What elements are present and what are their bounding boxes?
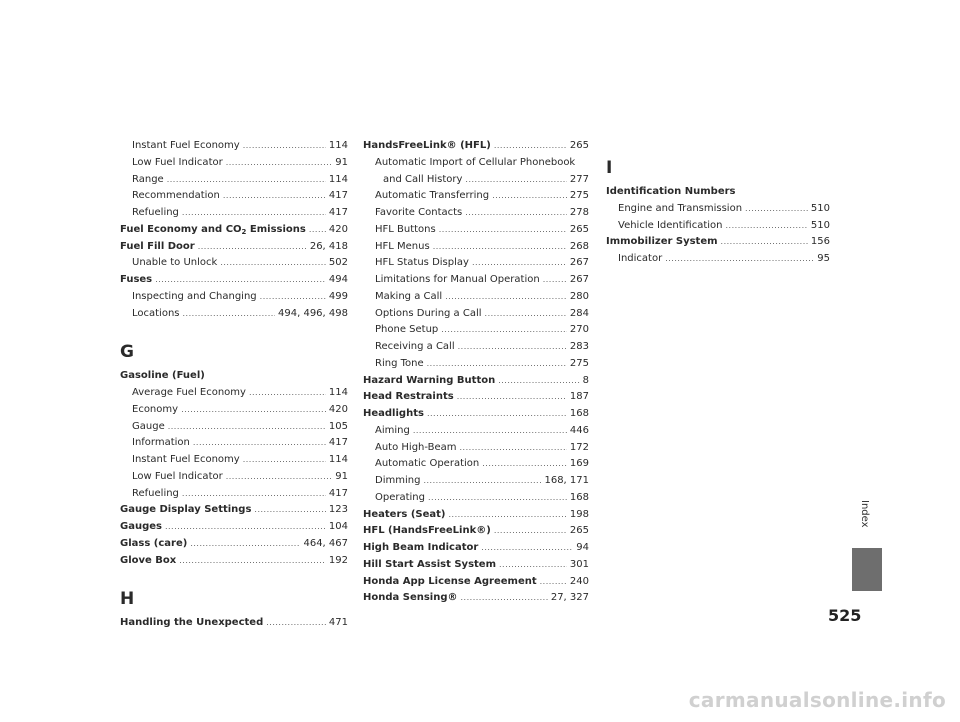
entry-text-main: Low Fuel Indicator xyxy=(132,156,223,168)
dot-leader xyxy=(260,289,326,306)
dot-leader xyxy=(485,306,567,323)
entry-page-ref: 8 xyxy=(582,374,589,386)
index-sub-entry xyxy=(120,469,348,486)
index-main-entry xyxy=(120,502,348,519)
index-sub-entry xyxy=(363,473,589,490)
index-sub-entry xyxy=(363,356,589,373)
dot-leader xyxy=(458,339,567,356)
index-main-entry xyxy=(363,389,589,406)
dot-leader xyxy=(181,402,326,419)
index-main-entry xyxy=(120,553,348,570)
index-main-entry xyxy=(363,574,589,591)
entry-page-ref: 494, 496, 498 xyxy=(278,307,348,319)
entry-page-ref: 270 xyxy=(569,324,589,336)
entry-text-main: Making a Call xyxy=(375,290,443,302)
entry-text-main: Headlights xyxy=(363,408,424,419)
dot-leader xyxy=(460,440,567,457)
entry-text xyxy=(132,435,190,452)
dot-leader xyxy=(183,306,276,323)
entry-page-ref: 502 xyxy=(328,257,348,269)
index-sub-entry xyxy=(363,272,589,289)
entry-text xyxy=(375,490,425,507)
index-sub-entry xyxy=(120,155,348,172)
entry-page-ref: 114 xyxy=(328,454,348,465)
entry-page-ref: 91 xyxy=(335,470,348,482)
dot-leader xyxy=(243,138,326,155)
dot-leader xyxy=(721,234,808,251)
entry-text-main: Recommendation xyxy=(132,190,220,202)
dot-leader xyxy=(220,255,326,272)
entry-text-main: Automatic Import of Cellular Phonebook xyxy=(375,156,576,168)
entry-text xyxy=(375,255,469,272)
dot-leader xyxy=(165,519,326,536)
page-number: 525 xyxy=(828,606,862,625)
dot-leader xyxy=(182,486,326,503)
entry-text xyxy=(375,423,410,440)
entry-page-ref: 283 xyxy=(569,341,589,352)
entry-text xyxy=(375,289,442,306)
entry-text xyxy=(375,306,482,323)
entry-page-ref: 268 xyxy=(569,240,589,252)
dot-leader xyxy=(481,540,573,557)
dot-leader xyxy=(465,172,566,189)
entry-subscript: 2 xyxy=(241,227,247,236)
entry-text-main: Limitations for Manual Operation xyxy=(375,274,540,285)
dot-leader xyxy=(266,615,326,632)
index-sub-entry xyxy=(363,322,589,339)
entry-page-ref: 187 xyxy=(569,391,589,403)
entry-text xyxy=(363,557,496,574)
dot-leader xyxy=(543,272,567,289)
dot-leader xyxy=(726,218,808,235)
dot-leader xyxy=(168,419,326,436)
dot-leader xyxy=(457,389,567,406)
index-sub-entry xyxy=(606,218,830,235)
index-sub-entry xyxy=(363,339,589,356)
entry-page-ref: 168, 171 xyxy=(544,475,589,486)
index-sub-entry xyxy=(363,205,589,222)
entry-page-ref: 114 xyxy=(328,173,348,185)
entry-page-ref: 417 xyxy=(328,207,348,218)
entry-text xyxy=(606,234,718,251)
entry-text xyxy=(120,553,176,570)
entry-text-main: Low Fuel Indicator xyxy=(132,470,223,482)
entry-text xyxy=(375,356,424,373)
dot-leader xyxy=(482,456,567,473)
index-sub-entry xyxy=(120,452,348,469)
entry-page-ref: 275 xyxy=(569,190,589,202)
entry-page-ref: 420 xyxy=(328,223,348,235)
index-sub-entry xyxy=(120,435,348,452)
entry-page-ref: 169 xyxy=(569,458,589,470)
entry-text xyxy=(363,406,424,423)
index-sub-entry xyxy=(120,255,348,272)
entry-text-main: Operating xyxy=(375,491,425,503)
dot-leader xyxy=(226,469,333,486)
entry-page-ref: 277 xyxy=(569,173,589,185)
entry-text-main: Handling the Unexpected xyxy=(120,617,264,629)
entry-text-main: Favorite Contacts xyxy=(375,207,463,218)
entry-page-ref: 27, 327 xyxy=(550,592,589,604)
entry-text-main: Range xyxy=(132,173,164,185)
index-tab-marker xyxy=(852,548,882,591)
entry-text-main: Hazard Warning Button xyxy=(363,374,496,386)
entry-text xyxy=(132,138,240,155)
entry-page-ref: 26, 418 xyxy=(309,240,348,252)
entry-page-ref: 105 xyxy=(328,420,348,432)
entry-text xyxy=(375,272,540,289)
index-sub-entry xyxy=(120,172,348,189)
entry-text xyxy=(132,289,257,306)
entry-page-ref: 284 xyxy=(569,307,589,319)
entry-text-main: Options During a Call xyxy=(375,307,482,319)
entry-text-main: Receiving a Call xyxy=(375,341,455,352)
entry-text-main: Inspecting and Changing xyxy=(132,290,257,302)
entry-text xyxy=(363,574,537,591)
section-label: Index xyxy=(859,500,870,528)
entry-text xyxy=(132,469,223,486)
entry-text-main: Fuses xyxy=(120,274,153,285)
index-main-entry xyxy=(120,519,348,536)
entry-text-main: Aiming xyxy=(375,424,410,436)
entry-page-ref: 265 xyxy=(569,140,589,151)
entry-text xyxy=(120,615,263,632)
entry-text-main: Auto High-Beam xyxy=(375,441,457,453)
entry-text-main: Identification Numbers xyxy=(606,186,736,197)
entry-text-main: Phone Setup xyxy=(375,324,439,336)
dot-leader xyxy=(448,507,566,524)
entry-text xyxy=(375,473,420,490)
entry-text xyxy=(363,138,491,155)
index-main-entry xyxy=(363,523,589,540)
index-main-entry xyxy=(120,368,348,385)
index-letter-heading: G xyxy=(120,342,134,363)
entry-text-main: Locations xyxy=(132,307,180,319)
index-main-entry xyxy=(120,239,348,256)
entry-text xyxy=(132,172,164,189)
entry-text-main: Engine and Transmission xyxy=(618,202,743,214)
index-sub-entry xyxy=(606,201,830,218)
index-sub-entry xyxy=(120,306,348,323)
entry-text-main: and Call History xyxy=(383,173,463,185)
entry-page-ref: 240 xyxy=(569,575,589,587)
dot-leader xyxy=(492,188,567,205)
entry-page-ref: 156 xyxy=(810,236,830,248)
entry-text xyxy=(132,306,180,323)
entry-text-main: Honda Sensing® xyxy=(363,592,458,604)
dot-leader xyxy=(472,255,567,272)
entry-page-ref: 420 xyxy=(328,403,348,415)
entry-text xyxy=(132,419,165,436)
entry-text-main: Automatic Transferring xyxy=(375,190,490,202)
index-main-entry xyxy=(363,138,589,155)
dot-leader xyxy=(461,590,548,607)
dot-leader xyxy=(494,138,567,155)
entry-text xyxy=(375,205,462,222)
entry-page-ref: 123 xyxy=(328,504,348,516)
entry-page-ref: 192 xyxy=(328,554,348,566)
dot-leader xyxy=(190,536,300,553)
dot-leader xyxy=(254,502,326,519)
entry-text xyxy=(618,201,742,218)
index-sub-entry xyxy=(363,306,589,323)
entry-page-ref: 94 xyxy=(576,542,589,553)
entry-text xyxy=(120,536,187,553)
entry-text-main: Vehicle Identification xyxy=(618,219,723,231)
entry-page-ref: 510 xyxy=(810,202,830,214)
entry-text xyxy=(132,402,178,419)
dot-leader xyxy=(498,373,579,390)
entry-text-main: Head Restraints xyxy=(363,391,454,403)
entry-text-main: Honda App License Agreement xyxy=(363,575,537,587)
index-sub-entry xyxy=(363,289,589,306)
dot-leader xyxy=(423,473,541,490)
entry-text xyxy=(375,322,438,339)
index-main-entry xyxy=(363,373,589,390)
entry-text-main: Gasoline (Fuel) xyxy=(120,370,205,382)
entry-text-main: HFL Buttons xyxy=(375,223,436,235)
entry-text xyxy=(120,519,162,536)
watermark: carmanualsonline.info xyxy=(688,688,946,712)
entry-text-main: Unable to Unlock xyxy=(132,257,218,269)
index-sub-entry xyxy=(363,155,589,172)
entry-page-ref: 280 xyxy=(569,290,589,302)
index-sub-entry xyxy=(120,419,348,436)
entry-page-ref: 417 xyxy=(328,487,348,499)
entry-text-main: Immobilizer System xyxy=(606,236,718,248)
dot-leader xyxy=(249,385,326,402)
index-sub-entry xyxy=(363,255,589,272)
index-column-2 xyxy=(363,138,589,607)
index-main-entry xyxy=(120,615,348,632)
dot-leader xyxy=(193,435,326,452)
entry-text xyxy=(120,239,195,256)
index-sub-entry xyxy=(363,222,589,239)
entry-text-main: Instant Fuel Economy xyxy=(132,140,240,151)
index-main-entry xyxy=(363,507,589,524)
entry-text xyxy=(363,523,491,540)
entry-text-main: Hill Start Assist System xyxy=(363,558,496,570)
dot-leader xyxy=(223,188,326,205)
dot-leader xyxy=(155,272,326,289)
entry-text-main: Glass (care) xyxy=(120,537,188,549)
entry-text xyxy=(383,172,462,189)
entry-text xyxy=(132,205,179,222)
index-sub-entry xyxy=(120,138,348,155)
entry-text xyxy=(375,222,436,239)
entry-page-ref: 114 xyxy=(328,387,348,398)
dot-leader xyxy=(182,205,326,222)
dot-leader xyxy=(433,239,567,256)
entry-page-ref: 267 xyxy=(569,257,589,269)
entry-page-ref: 172 xyxy=(569,441,589,453)
dot-leader xyxy=(540,574,567,591)
entry-text-main: Information xyxy=(132,437,190,449)
entry-text xyxy=(606,184,736,201)
entry-page-ref: 494 xyxy=(328,274,348,285)
index-main-entry xyxy=(606,234,830,251)
dot-leader xyxy=(309,222,326,239)
entry-text xyxy=(120,368,205,385)
entry-text xyxy=(120,272,152,289)
index-letter-heading: H xyxy=(120,589,135,610)
entry-text-main: Heaters (Seat) xyxy=(363,508,446,520)
dot-leader xyxy=(427,356,567,373)
dot-leader xyxy=(413,423,567,440)
entry-text xyxy=(363,507,445,524)
index-column-1 xyxy=(120,138,348,632)
entry-text xyxy=(375,188,489,205)
entry-page-ref: 95 xyxy=(817,253,830,264)
entry-text xyxy=(375,339,455,356)
index-main-entry xyxy=(363,557,589,574)
index-sub-entry xyxy=(363,239,589,256)
entry-text xyxy=(363,373,495,390)
entry-text-main: HandsFreeLink® (HFL) xyxy=(363,140,491,151)
entry-text-main: HFL (HandsFreeLink®) xyxy=(363,525,491,537)
dot-leader xyxy=(179,553,326,570)
index-sub-entry xyxy=(363,490,589,507)
entry-text-main: Fuel Fill Door xyxy=(120,240,195,252)
entry-text-main: HFL Menus xyxy=(375,240,430,252)
index-sub-entry xyxy=(120,289,348,306)
entry-text-main: Refueling xyxy=(132,207,179,218)
entry-text xyxy=(132,155,223,172)
index-main-entry xyxy=(120,536,348,553)
entry-text xyxy=(618,218,723,235)
entry-page-ref: 267 xyxy=(569,274,589,285)
index-sub-entry xyxy=(120,402,348,419)
index-main-entry xyxy=(363,590,589,607)
dot-leader xyxy=(428,490,567,507)
entry-page-ref: 91 xyxy=(335,156,348,168)
entry-text-main: Instant Fuel Economy xyxy=(132,454,240,465)
entry-text-main: Refueling xyxy=(132,487,179,499)
entry-text-main: Economy xyxy=(132,403,179,415)
dot-leader xyxy=(427,406,567,423)
entry-text xyxy=(132,385,246,402)
entry-page-ref: 301 xyxy=(569,558,589,570)
entry-page-ref: 168 xyxy=(569,491,589,503)
entry-text-main: Ring Tone xyxy=(375,357,424,369)
entry-text xyxy=(375,440,457,457)
entry-text xyxy=(132,452,240,469)
dot-leader xyxy=(198,239,307,256)
dot-leader xyxy=(439,222,567,239)
entry-text-main: Automatic Operation xyxy=(375,458,480,470)
index-sub-entry xyxy=(120,188,348,205)
entry-text xyxy=(375,239,430,256)
index-letter-heading: I xyxy=(606,158,613,178)
entry-page-ref: 464, 467 xyxy=(303,537,348,549)
dot-leader xyxy=(441,322,567,339)
entry-text-main: Gauge Display Settings xyxy=(120,504,252,516)
index-sub-entry xyxy=(120,486,348,503)
entry-text-main: Indicator xyxy=(618,253,663,264)
index-sub-entry xyxy=(363,423,589,440)
entry-page-ref: 510 xyxy=(810,219,830,231)
index-main-entry xyxy=(606,184,830,201)
index-column-3 xyxy=(606,138,830,268)
entry-text-main: Dimming xyxy=(375,475,421,486)
entry-text xyxy=(132,188,220,205)
entry-page-ref: 499 xyxy=(328,290,348,302)
entry-page-ref: 265 xyxy=(569,525,589,537)
entry-page-ref: 265 xyxy=(569,223,589,235)
dot-leader xyxy=(243,452,326,469)
entry-text xyxy=(363,590,458,607)
dot-leader xyxy=(499,557,567,574)
dot-leader xyxy=(745,201,808,218)
index-sub-entry xyxy=(363,440,589,457)
index-sub-entry xyxy=(363,456,589,473)
entry-page-ref: 446 xyxy=(569,424,589,436)
entry-text xyxy=(375,155,575,172)
dot-leader xyxy=(167,172,326,189)
index-sub-entry xyxy=(120,205,348,222)
entry-text-main: Fuel Economy and CO xyxy=(120,223,242,235)
entry-text-main: High Beam Indicator xyxy=(363,542,479,553)
entry-text xyxy=(363,389,454,406)
entry-text xyxy=(132,486,179,503)
index-main-entry xyxy=(363,540,589,557)
entry-text xyxy=(120,502,251,519)
index-main-entry xyxy=(120,222,348,239)
entry-page-ref: 198 xyxy=(569,508,589,520)
index-sub-entry xyxy=(120,385,348,402)
entry-text-main: Gauge xyxy=(132,420,165,432)
entry-text xyxy=(375,456,479,473)
entry-text xyxy=(132,255,217,272)
entry-page-ref: 417 xyxy=(328,437,348,449)
dot-leader xyxy=(494,523,567,540)
entry-text-main: Glove Box xyxy=(120,554,177,566)
entry-text-main: HFL Status Display xyxy=(375,257,469,269)
index-sub-entry xyxy=(363,188,589,205)
entry-page-ref: 104 xyxy=(328,521,348,532)
entry-page-ref: 417 xyxy=(328,190,348,202)
entry-page-ref: 168 xyxy=(569,408,589,419)
dot-leader xyxy=(445,289,567,306)
entry-page-ref: 278 xyxy=(569,207,589,218)
index-main-entry xyxy=(120,272,348,289)
entry-text xyxy=(618,251,662,268)
entry-page-ref: 471 xyxy=(328,617,348,629)
entry-page-ref: 275 xyxy=(569,357,589,369)
index-main-entry xyxy=(363,406,589,423)
entry-text xyxy=(363,540,478,557)
dot-leader xyxy=(665,251,814,268)
index-sub-entry xyxy=(606,251,830,268)
entry-text-main: Average Fuel Economy xyxy=(132,387,246,398)
entry-page-ref: 114 xyxy=(328,140,348,151)
entry-text-main: Gauges xyxy=(120,521,162,532)
entry-text-after: Emissions xyxy=(246,223,306,235)
dot-leader xyxy=(465,205,567,222)
index-sub-entry xyxy=(363,172,589,189)
dot-leader xyxy=(226,155,333,172)
